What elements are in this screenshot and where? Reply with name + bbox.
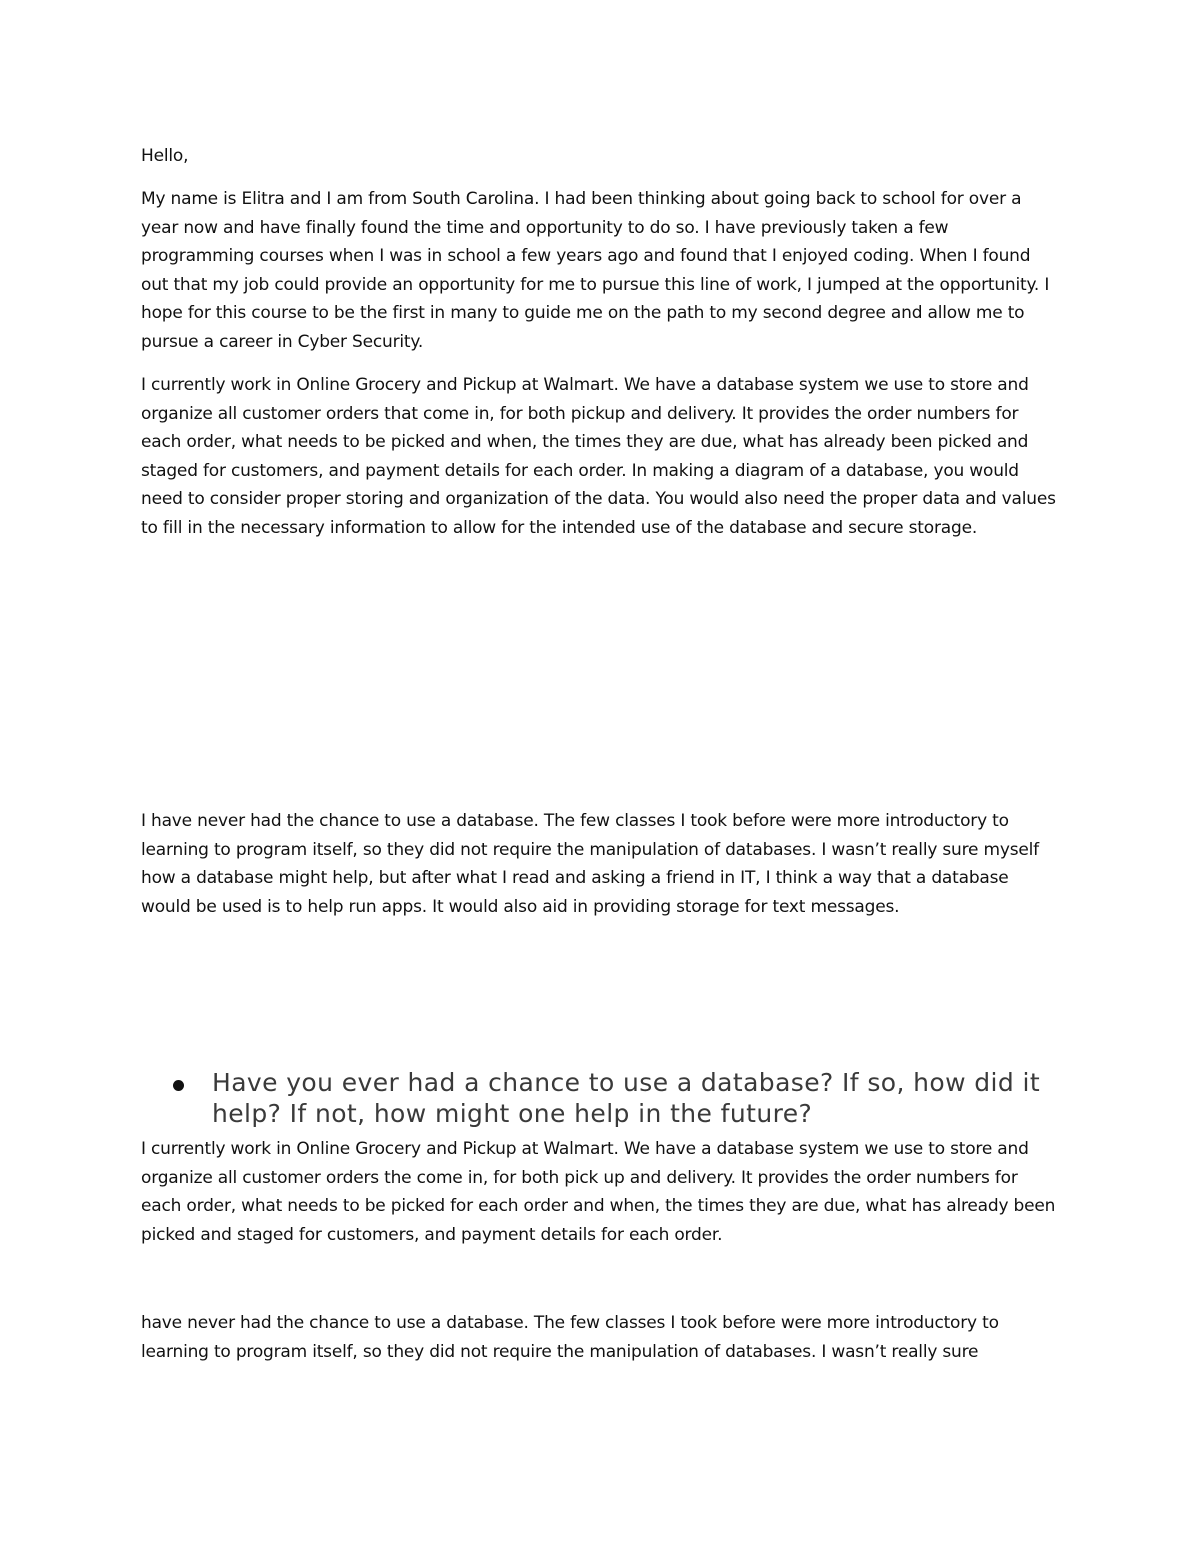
introduction-paragraph: My name is Elitra and I am from South Carolina. I had been thinking about going back to school for over a year now and have finally found the time and opportunity to do so. I have previously taken a few programming courses when I was in school a few years ago and found that I enjoyed coding. When I found out that my job could provide an opportunity for me to pursue this line of work, I jumped at the opportunity. I hope for this course to be the first in many to guide me on the path to my second degree and allow me to pursue a career in Cyber Security. [141, 189, 1050, 352]
repeated-experience-paragraph: have never had the chance to use a database. The few classes I took before were more introductory to learning to program itself, so they did not require the manipulation of databases. I wasn’t really sure [141, 1313, 999, 1362]
bullet-icon [173, 1080, 184, 1091]
database-experience-paragraph: I have never had the chance to use a database. The few classes I took before were more introductory to learning to program itself, so they did not require the manipulation of databases. I wasn’t really sure myself how a database might help, but after what I read and asking a friend in IT, I think a way that a database would be used is to help run apps. It would also aid in providing storage for text messages. [141, 811, 1039, 917]
repeated-work-paragraph: I currently work in Online Grocery and Pickup at Walmart. We have a database system we use to store and organize all customer orders the come in, for both pick up and delivery. It provides the order numbers for each order, what needs to be picked for each order and when, the times they are due, what has already been picked and staged for customers, and payment details for each order. [141, 1139, 1056, 1245]
work-database-paragraph: I currently work in Online Grocery and Pickup at Walmart. We have a database system we use to store and organize all customer orders that come in, for both pickup and delivery. It provides the order numbers for each order, what needs to be picked and when, the times they are due, what has already been picked and staged for customers, and payment details for each order. In making a diagram of a database, you would need to consider proper storing and organization of the data. You would also need the proper data and values to fill in the necessary information to allow for the intended use of the database and secure storage. [141, 375, 1056, 538]
greeting-text: Hello, [141, 146, 189, 166]
bullet-question-text: Have you ever had a chance to use a database? If so, how did it help? If not, how might one help in the future? [212, 1068, 1041, 1128]
